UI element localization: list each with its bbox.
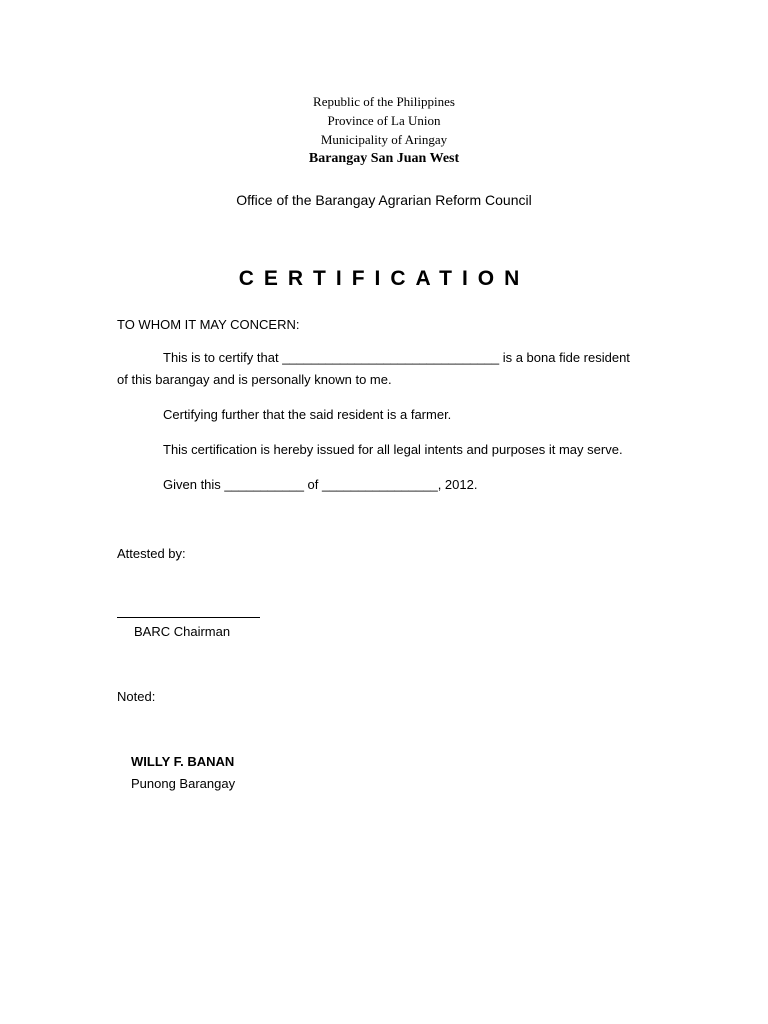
paragraph-given: Given this ___________ of ________________, 2012. [163,477,478,492]
signatory-title: Punong Barangay [131,776,236,791]
office-name: Office of the Barangay Agrarian Reform Council [236,192,532,208]
attested-label: Attested by: [117,546,186,561]
paragraph-certify-line1: This is to certify that ______________________________ is a bona fide resident [163,350,630,365]
signatory-name: WILLY F. BANAN [131,754,235,769]
barc-chairman-title: BARC Chairman [134,624,231,639]
certification-title: CERTIFICATION [238,267,530,290]
header-barangay: Barangay San Juan West [308,151,460,166]
header-province: Province of La Union [327,113,441,128]
paragraph-farmer: Certifying further that the said resident is a farmer. [163,407,452,422]
salutation: TO WHOM IT MAY CONCERN: [117,317,300,332]
signature-line [117,617,260,618]
paragraph-certify-line2: of this barangay and is personally known to me. [117,372,392,387]
header-republic: Republic of the Philippines [313,94,455,109]
paragraph-purpose: This certification is hereby issued for all legal intents and purposes it may serve. [163,442,623,457]
noted-label: Noted: [117,689,156,704]
header-municipality: Municipality of Aringay [320,132,448,147]
